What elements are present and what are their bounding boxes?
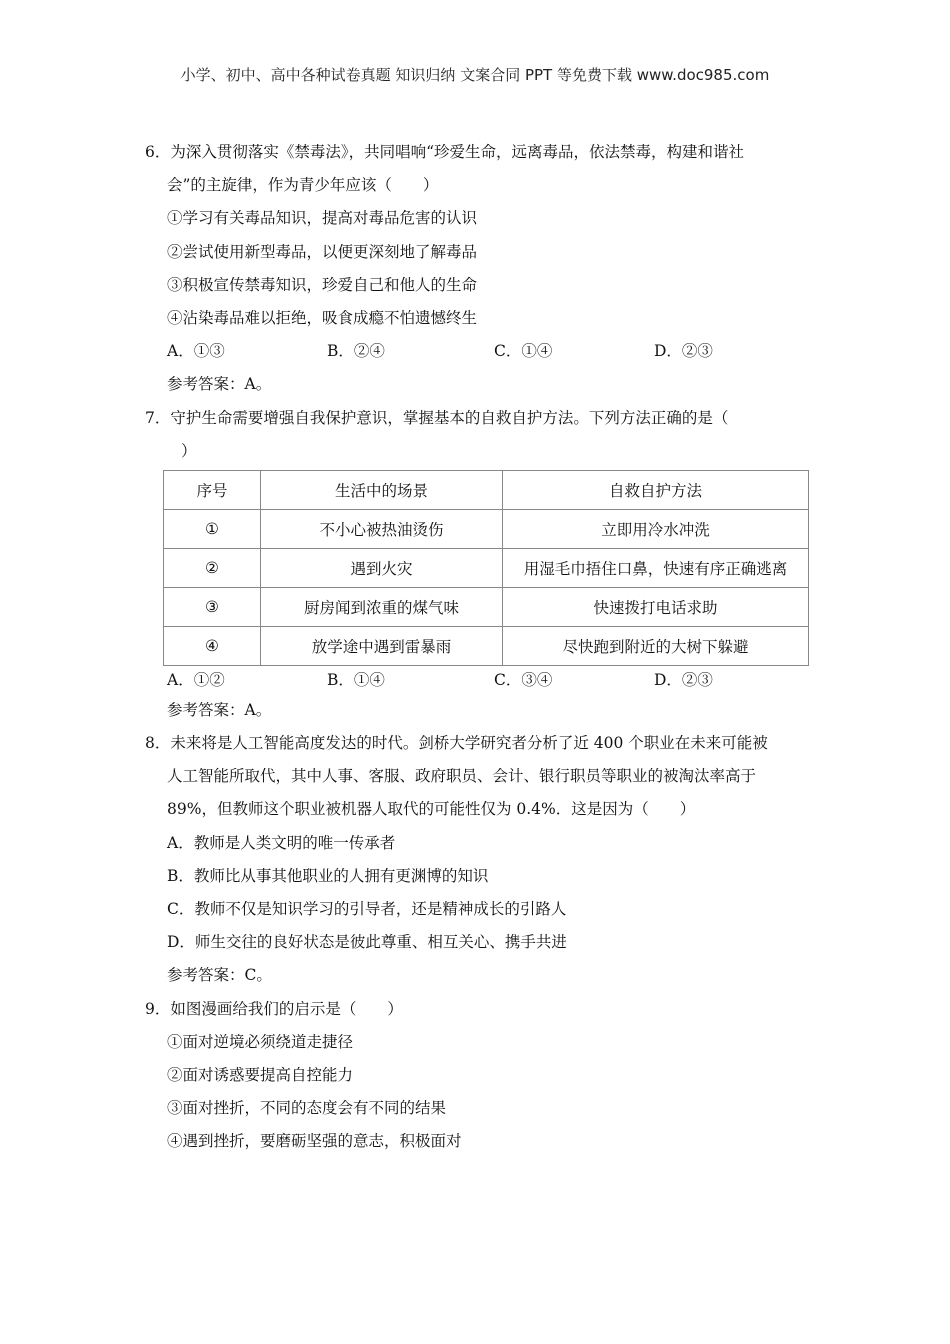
q7-table — [163, 470, 809, 666]
table-cell: 不小心被热油烫伤 — [261, 509, 503, 548]
q6-option-c: C．①④ — [494, 342, 553, 361]
table-cell: 厨房闻到浓重的煤气味 — [261, 587, 503, 626]
q9-item-1: ①面对逆境必须绕道走捷径 — [167, 1032, 354, 1051]
table-row — [164, 548, 809, 587]
table-row — [164, 509, 809, 548]
table-cell: 尽快跑到附近的大树下躲避 — [503, 626, 809, 665]
q8-choice-b: B．教师比从事其他职业的人拥有更渊博的知识 — [167, 866, 489, 885]
q9-item-4: ④遇到挫折，要磨砺坚强的意志，积极面对 — [167, 1132, 462, 1151]
page-header: 小学、初中、高中各种试卷真题 知识归纳 文案合同 PPT 等免费下载 www.doc985.com — [180, 66, 770, 84]
table-cell: ① — [164, 509, 261, 548]
q8-stem-line3: 89%，但教师这个职业被机器人取代的可能性仅为 0.4%．这是因为（ ） — [167, 800, 696, 819]
exam-content — [145, 136, 810, 1159]
table-cell: 放学途中遇到雷暴雨 — [261, 626, 503, 665]
table-cell: ③ — [164, 587, 261, 626]
q7-stem-line2: ） — [181, 441, 197, 460]
q7-option-d: D．②③ — [654, 670, 713, 689]
q8-answer: 参考答案：C。 — [167, 966, 272, 985]
q9-item-2: ②面对诱惑要提高自控能力 — [167, 1065, 354, 1084]
q8-choice-d: D．师生交往的良好状态是彼此尊重、相互关心、携手共进 — [167, 933, 567, 952]
q7-options — [145, 666, 810, 694]
table-header-cell: 自救自护方法 — [503, 470, 809, 509]
table-header-cell: 生活中的场景 — [261, 470, 503, 509]
table-cell: 快速拨打电话求助 — [503, 587, 809, 626]
q6-item-4: ④沾染毒品难以拒绝，吸食成瘾不怕遗憾终生 — [167, 308, 478, 327]
question-9 — [145, 993, 810, 1159]
q8-stem-line2: 人工智能所取代，其中人事、客服、政府职员、会计、银行职员等职业的被淘汰率高于 — [167, 767, 757, 786]
table-header-cell: 序号 — [164, 470, 261, 509]
q9-stem-line1: 9．如图漫画给我们的启示是（ ） — [145, 999, 403, 1018]
q6-item-1: ①学习有关毒品知识，提高对毒品危害的认识 — [167, 209, 478, 228]
table-cell: ④ — [164, 626, 261, 665]
q6-option-b: B．②④ — [327, 342, 385, 361]
table-row — [164, 587, 809, 626]
q6-options — [145, 335, 810, 368]
question-6 — [145, 136, 810, 402]
table-cell: 遇到火灾 — [261, 548, 503, 587]
question-7 — [145, 402, 810, 728]
q8-choice-a: A．教师是人类文明的唯一传承者 — [167, 833, 396, 852]
q7-stem-line1: 7．守护生命需要增强自我保护意识，掌握基本的自救自护方法。下列方法正确的是（ — [145, 408, 729, 427]
table-row — [164, 626, 809, 665]
q7-option-c: C．③④ — [494, 670, 553, 689]
q6-option-d: D．②③ — [654, 342, 713, 361]
q6-item-2: ②尝试使用新型毒品，以便更深刻地了解毒品 — [167, 242, 478, 261]
q7-option-a: A．①② — [167, 670, 225, 689]
q8-choice-c: C．教师不仅是知识学习的引导者，还是精神成长的引路人 — [167, 900, 567, 918]
q6-option-a: A．①③ — [167, 342, 225, 361]
question-8 — [145, 727, 810, 993]
q6-answer: 参考答案：A。 — [167, 375, 272, 394]
table-header-row — [164, 470, 809, 509]
table-cell: ② — [164, 548, 261, 587]
q6-stem-line2: 会”的主旋律，作为青少年应该（ ） — [167, 176, 439, 195]
q9-item-3: ③面对挫折，不同的态度会有不同的结果 — [167, 1099, 447, 1118]
q7-answer: 参考答案：A。 — [167, 700, 272, 719]
q6-item-3: ③积极宣传禁毒知识，珍爱自己和他人的生命 — [167, 275, 478, 294]
q8-stem-line1: 8．未来将是人工智能高度发达的时代。剑桥大学研究者分析了近 400 个职业在未来可能被 — [145, 734, 768, 753]
q6-stem-line1: 6．为深入贯彻落实《禁毒法》，共同唱响“珍爱生命，远离毒品，依法禁毒，构建和谐社 — [145, 143, 745, 161]
q7-option-b: B．①④ — [327, 670, 385, 689]
table-cell: 立即用冷水冲洗 — [503, 509, 809, 548]
table-cell: 用湿毛巾捂住口鼻，快速有序正确逃离 — [503, 548, 809, 587]
